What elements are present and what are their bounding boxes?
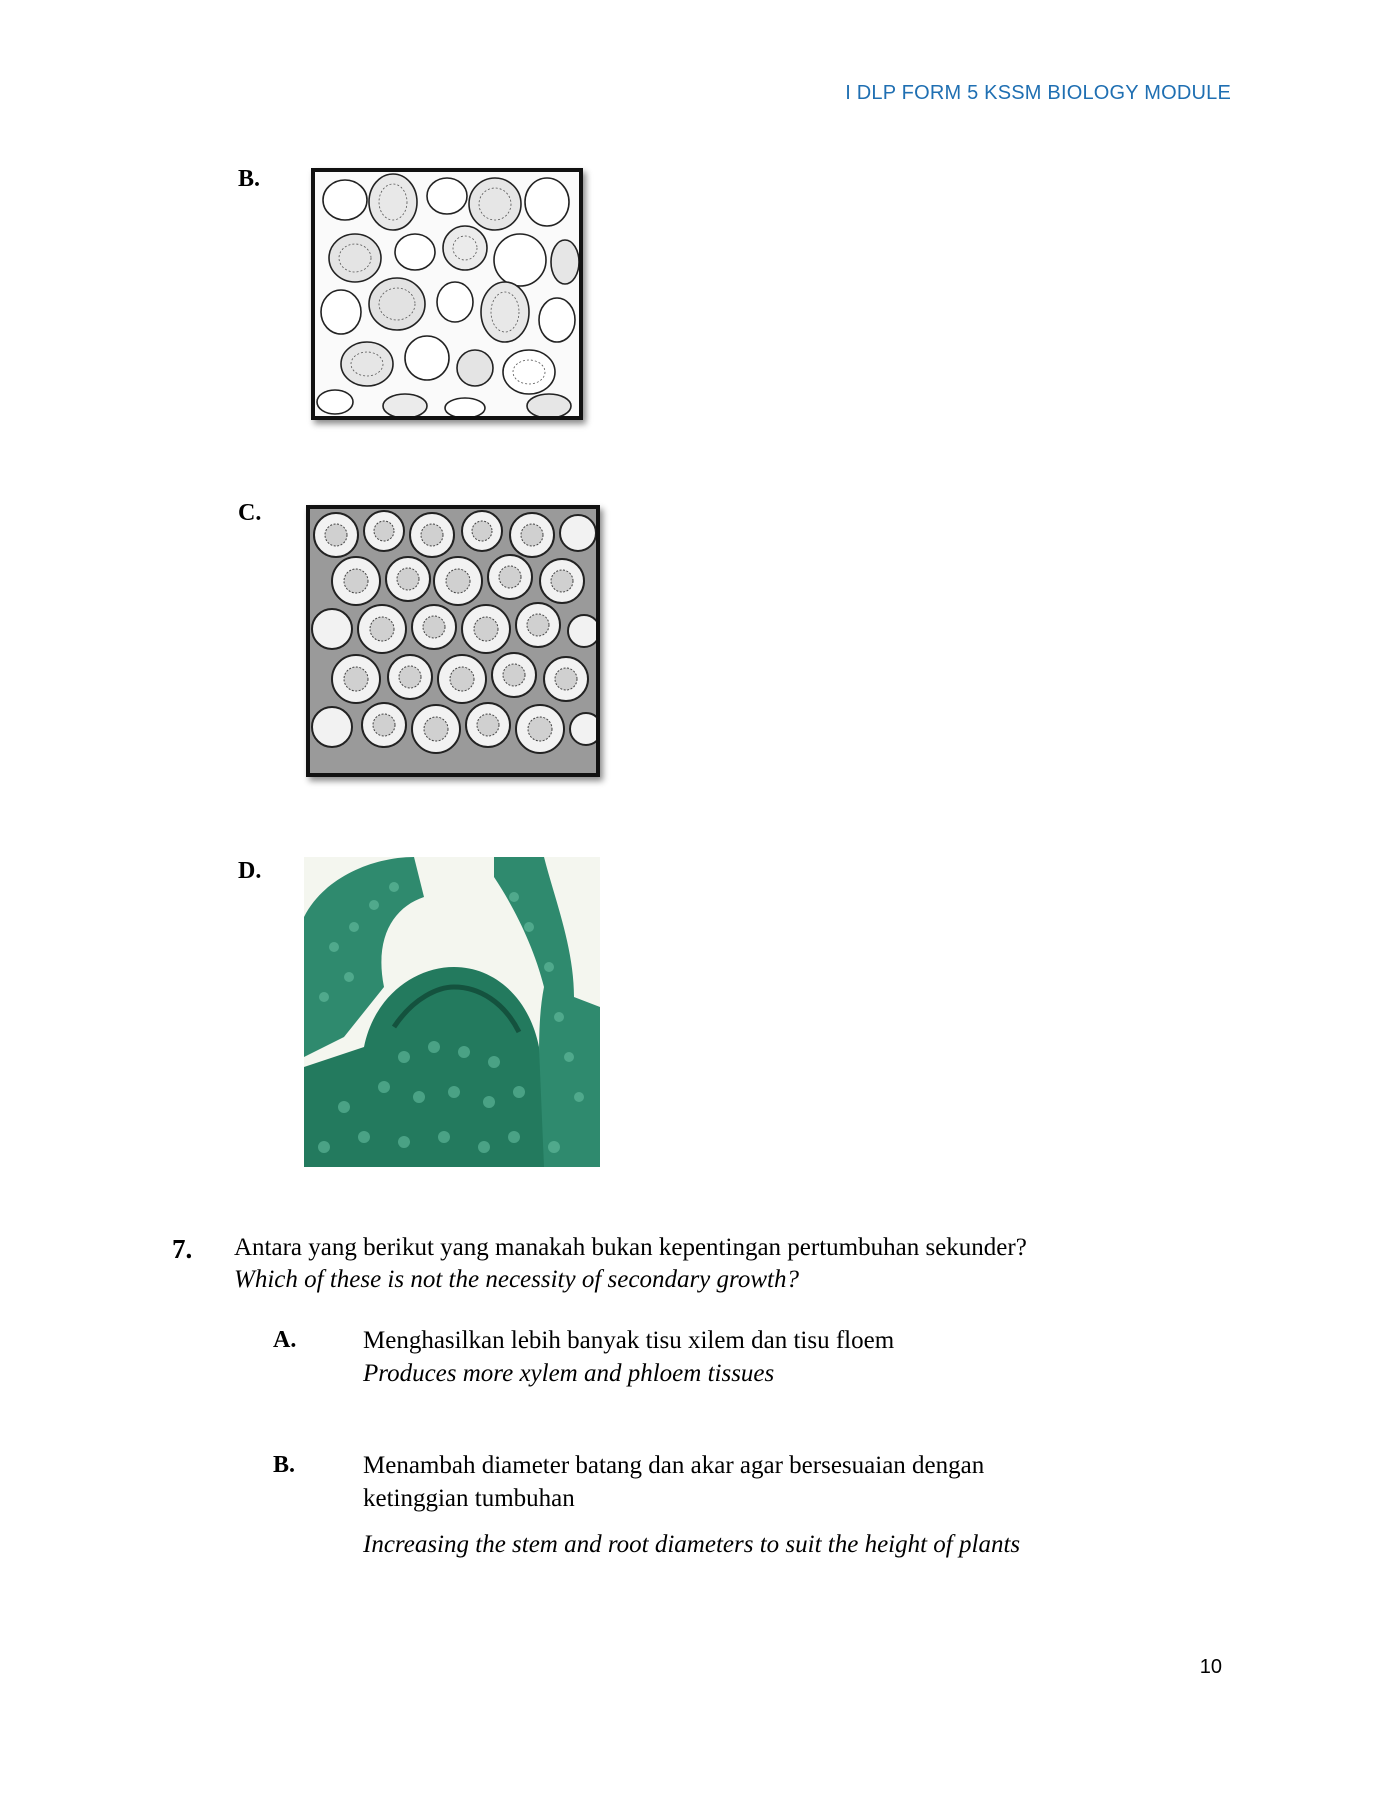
option-a-text	[363, 1324, 894, 1390]
sclerenchyma-illustration	[315, 172, 579, 416]
page-header: I DLP FORM 5 KSSM BIOLOGY MODULE	[845, 82, 1231, 104]
shoot-apex-micrograph	[304, 857, 600, 1167]
figure-d-image	[304, 857, 600, 1167]
option-b-text-en: Increasing the stem and root diameters to suit the height of plants	[363, 1531, 1021, 1558]
collenchyma-illustration	[310, 509, 596, 773]
figure-c-label: C.	[238, 500, 262, 526]
option-a-letter: A.	[273, 1327, 297, 1353]
question-text	[234, 1232, 1027, 1296]
option-a-text-ms: Menghasilkan lebih banyak tisu xilem dan tisu floem	[363, 1327, 895, 1354]
option-b-text-ms-line2: ketinggian tumbuhan	[363, 1485, 575, 1512]
page-number: 10	[1199, 1656, 1222, 1678]
figure-b-image	[311, 168, 583, 420]
option-a-text-en: Produces more xylem and phloem tissues	[363, 1360, 775, 1387]
option-b-text	[363, 1449, 1020, 1561]
option-b-text-ms-line1: Menambah diameter batang dan akar agar bersesuaian dengan	[363, 1452, 985, 1479]
figure-d-label: D.	[238, 858, 262, 884]
option-b-letter: B.	[273, 1452, 296, 1478]
question-text-en: Which of these is not the necessity of secondary growth?	[234, 1266, 799, 1293]
question-number: 7.	[172, 1234, 193, 1264]
question-text-ms: Antara yang berikut yang manakah bukan kepentingan pertumbuhan sekunder?	[234, 1234, 1027, 1261]
figure-b-label: B.	[238, 166, 261, 192]
figure-c-image	[306, 505, 600, 777]
